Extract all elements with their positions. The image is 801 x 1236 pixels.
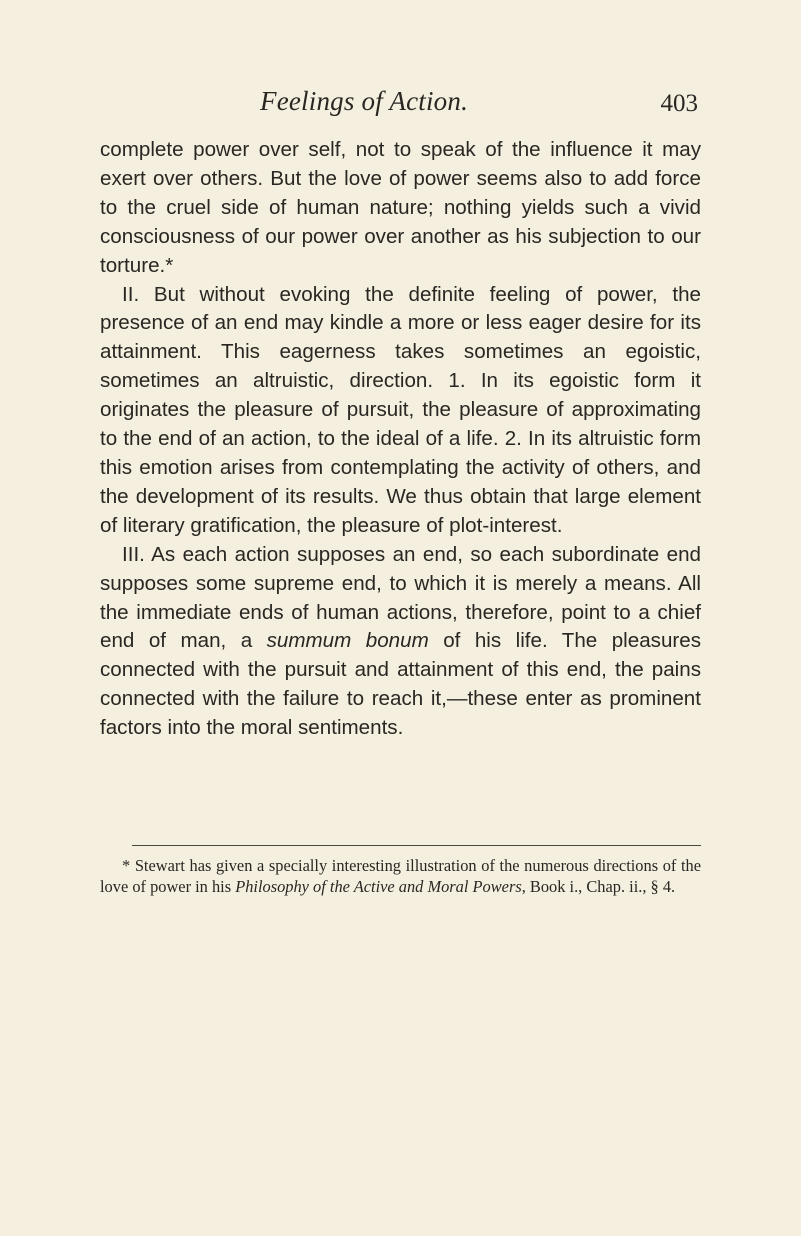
main-text	[100, 136, 701, 743]
footnote-text-end: , Book i., Chap. ii., § 4.	[521, 876, 676, 896]
paragraph-3-text-end: of his life. The pleasures connected with the pursuit and attainment of this end, the pains connected with the failure to reach it,—these enter as prominent factors into the moral sentiments.	[100, 629, 701, 740]
paragraph-3	[100, 541, 701, 743]
summum-bonum-italic: summum bonum	[266, 629, 429, 653]
footnote-book-title: Philosophy of the Active and Moral Powers	[235, 876, 522, 896]
footnote-text-start: * Stewart has given a specially interesting illustration of the numerous directions of the love of power in his	[100, 856, 701, 896]
footnote	[100, 856, 701, 898]
paragraph-3-text-start: III. As each action supposes an end, so each subordinate end supposes some supreme end, to which it is merely a means. All the immediate ends of human actions, therefore, point to a chief end of man, a	[100, 542, 701, 653]
page-header	[100, 86, 700, 126]
running-title: Feelings of Action.	[260, 86, 469, 116]
paragraph-1: complete power over self, not to speak of the influence it may exert over others. But the love of power seems also to add force to the cruel side of human nature; nothing yields such a vivid consciousness of our power over another as his subjection to our torture.*	[100, 138, 701, 277]
paragraph-2: II. But without evoking the definite feeling of power, the presence of an end may kindle a more or less eager desire for its attainment. This eagerness takes sometimes an egoistic, sometimes an altruistic, direction. 1. In its egoistic form it originates the pleasure of pursuit, the pleasure of approximating to the end of an action, to the ideal of a life. 2. In its altruistic form this emotion arises from contemplating the activity of others, and the development of its results. We thus obtain that large element of literary gratification, the pleasure of plot-interest.	[100, 282, 701, 537]
footnote-divider	[132, 845, 701, 846]
page-number: 403	[660, 90, 698, 117]
